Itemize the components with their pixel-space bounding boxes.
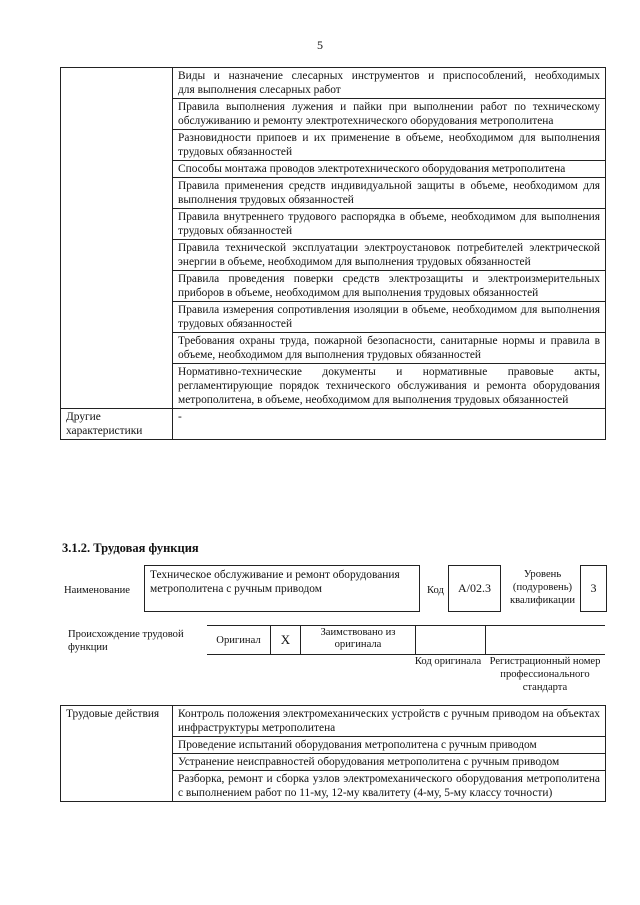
table-cell-line: для выполнения слесарных работ — [178, 84, 341, 96]
table-cell-line: Виды и назначение слесарных инструментов и приспособлений, необходимых — [178, 70, 600, 82]
name-label: Наименование — [64, 585, 130, 596]
reg-number-label: Регистрационный номер профессионального стандарта — [489, 656, 601, 693]
reg-number-cell — [485, 625, 605, 655]
borrowed-label: Заимствовано из оригинала — [300, 625, 415, 655]
code-label: Код — [427, 585, 444, 596]
origin-row — [207, 625, 605, 655]
table-row — [61, 706, 606, 737]
table-row — [61, 409, 606, 440]
labor-actions-label: Трудовые действия — [61, 706, 173, 802]
table-row — [61, 68, 606, 99]
table-cell: Правила выполнения лужения и пайки при выполнении работ по техническому обслуживанию и ремонту электротехнического оборудования метрополитена — [173, 99, 606, 130]
table-cell: Нормативно-технические документы и нормативные правовые акты, регламентирующие порядок технического обслуживания и ремонта оборудования метрополитена, в объеме, необходимом для выполнения трудовых обязанностей — [173, 364, 606, 409]
table-cell: Разновидности припоев и их применение в объеме, необходимом для выполнения трудовых обязанностей — [173, 130, 606, 161]
name-value: Техническое обслуживание и ремонт оборудования метрополитена с ручным приводом — [144, 565, 420, 612]
table-cell: Способы монтажа проводов электротехнического оборудования метрополитена — [173, 161, 606, 178]
table-cell: Правила внутреннего трудового распорядка в объеме, необходимом для выполнения трудовых обязанностей — [173, 209, 606, 240]
other-characteristics-label: Другие характеристики — [61, 409, 173, 440]
code-original-cell — [415, 625, 485, 655]
page-number: 5 — [317, 38, 323, 52]
original-label: Оригинал — [207, 625, 270, 655]
origin-label: Происхождение трудовой функции — [68, 629, 184, 653]
level-value: 3 — [580, 565, 607, 612]
table-cell: Правила проведения поверки средств электрозащиты и электроизмерительных приборов в объеме, необходимом для выполнения трудовых обязанностей — [173, 271, 606, 302]
table-left-cell — [61, 68, 173, 409]
table-cell: Проведение испытаний оборудования метрополитена с ручным приводом — [173, 737, 606, 754]
table-cell — [173, 68, 606, 99]
other-characteristics-value: - — [173, 409, 606, 440]
table-cell: Правила технической эксплуатации электроустановок потребителей электрической энергии в объеме, необходимом для выполнения трудовых обязанностей — [173, 240, 606, 271]
section-heading: 3.1.2. Трудовая функция — [62, 541, 199, 555]
labor-actions-table — [60, 705, 606, 802]
table-cell: Разборка, ремонт и сборка узлов электромеханического оборудования метрополитена с выполнением работ по 11-му, 12-му квалитету (4-му, 5-му классу точности) — [173, 771, 606, 802]
table-cell: Правила измерения сопротивления изоляции в объеме, необходимом для выполнения трудовых обязанностей — [173, 302, 606, 333]
table-cell: Требования охраны труда, пожарной безопасности, санитарные нормы и правила в объеме, необходимом для выполнения трудовых обязанностей — [173, 333, 606, 364]
table-cell: Устранение неисправностей оборудования метрополитена с ручным приводом — [173, 754, 606, 771]
level-label: Уровень (подуровень) квалификации — [510, 569, 575, 606]
table-cell: Правила применения средств индивидуальной защиты в объеме, необходимом для выполнения трудовых обязанностей — [173, 178, 606, 209]
table-cell: Контроль положения электромеханических устройств с ручным приводом на объектах инфраструктуры метрополитена — [173, 706, 606, 737]
code-original-label: Код оригинала — [414, 656, 482, 667]
original-mark: X — [270, 625, 300, 655]
knowledge-table — [60, 67, 606, 440]
code-value: А/02.3 — [448, 565, 501, 612]
